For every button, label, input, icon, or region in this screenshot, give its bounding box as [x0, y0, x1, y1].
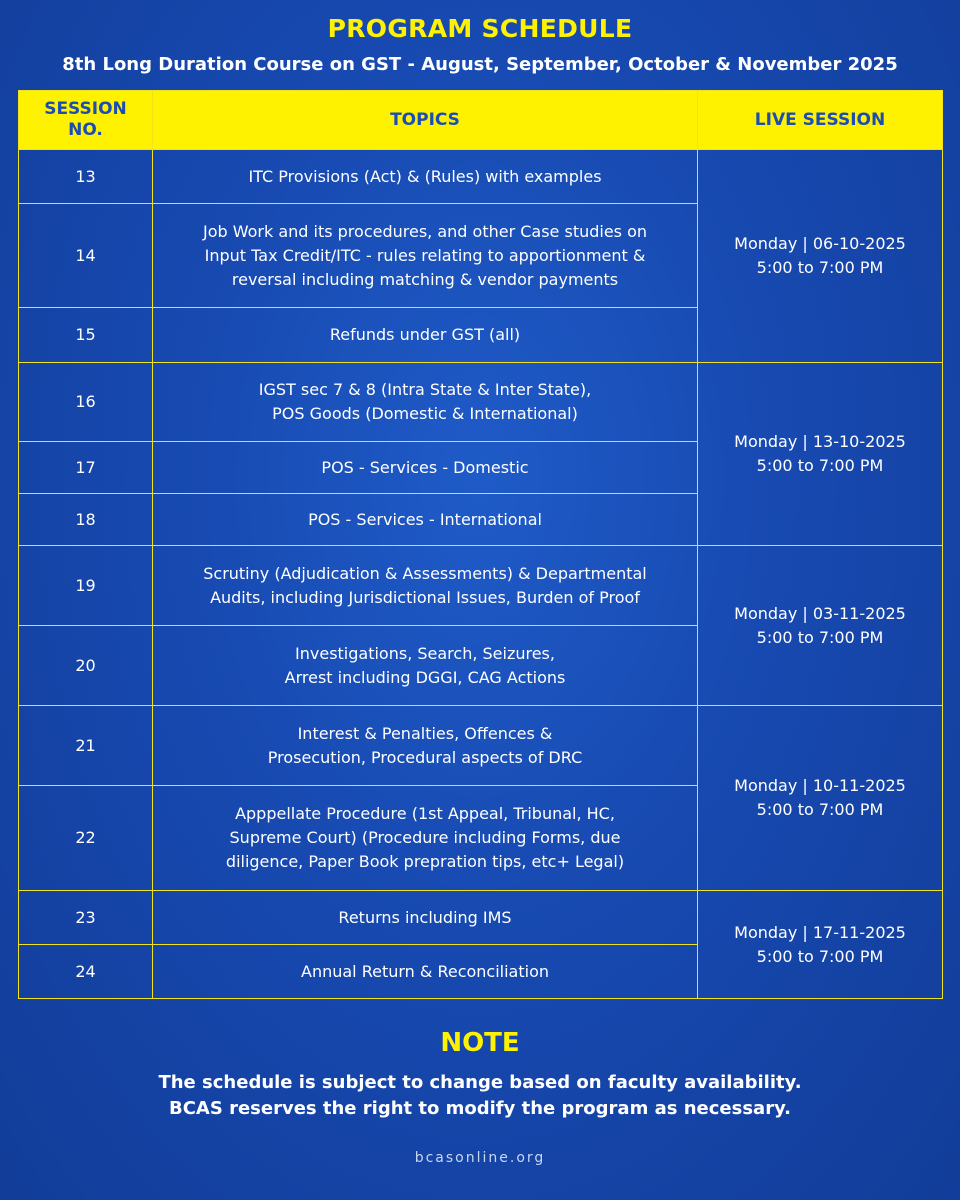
topic-line: IGST sec 7 & 8 (Intra State & Inter State),	[258, 380, 592, 399]
session-topic	[153, 891, 698, 945]
session-topic	[153, 546, 698, 626]
session-number: 20	[19, 626, 153, 706]
note-line-2: BCAS reserves the right to modify the program as necessary.	[168, 1098, 791, 1119]
table-row	[19, 891, 943, 945]
note-title: NOTE	[440, 1028, 520, 1058]
topic-line: Prosecution, Procedural aspects of DRC	[267, 747, 583, 767]
topic-line: Audits, including Jurisdictional Issues, Burden of Proof	[210, 587, 640, 607]
session-number: 23	[19, 891, 153, 945]
session-number: 22	[19, 786, 153, 891]
live-session-date: Monday | 13-10-2025	[734, 432, 906, 451]
session-number: 14	[19, 204, 153, 308]
page-subtitle: 8th Long Duration Course on GST - August, September, October & November 2025	[62, 54, 898, 75]
live-session-date: Monday | 06-10-2025	[734, 234, 906, 253]
table-header-row	[19, 91, 943, 150]
topic-line: Investigations, Search, Seizures,	[295, 643, 555, 663]
live-session-cell	[698, 706, 943, 891]
topic-line: Job Work and its procedures, and other Case studies on	[202, 221, 648, 241]
schedule-body	[19, 150, 943, 999]
live-session-cell	[698, 546, 943, 706]
topic-line: ITC Provisions (Act) & (Rules) with examples	[248, 166, 602, 186]
topic-line: Interest & Penalties, Offences &	[297, 723, 553, 743]
session-topic	[153, 442, 698, 494]
footer-website: bcasonline.org	[414, 1150, 546, 1166]
table-row	[19, 363, 943, 442]
note-line-1: The schedule is subject to change based on faculty availability.	[158, 1072, 802, 1093]
live-session-date: Monday | 17-11-2025	[734, 922, 906, 942]
page-title: PROGRAM SCHEDULE	[327, 14, 633, 43]
session-number: 18	[19, 494, 153, 546]
topic-line: Returns including IMS	[338, 907, 512, 927]
live-session-date: Monday | 10-11-2025	[734, 776, 906, 795]
session-topic	[153, 150, 698, 204]
session-topic	[153, 786, 698, 891]
topic-line: Refunds under GST (all)	[329, 325, 521, 344]
table-row	[19, 150, 943, 204]
session-number: 17	[19, 442, 153, 494]
live-session-time: 5:00 to 7:00 PM	[756, 456, 884, 475]
column-header-live-session: LIVE SESSION	[698, 91, 943, 150]
session-topic	[153, 494, 698, 546]
live-session-cell	[698, 363, 943, 546]
table-row	[19, 546, 943, 626]
column-header-session-no-line1: SESSION	[44, 99, 127, 119]
column-header-session-no	[19, 91, 153, 150]
schedule-table	[18, 90, 943, 999]
topic-line: Arrest including DGGI, CAG Actions	[284, 667, 566, 687]
topic-line: Input Tax Credit/ITC - rules relating to apportionment &	[204, 245, 646, 265]
session-topic	[153, 204, 698, 308]
live-session-time: 5:00 to 7:00 PM	[756, 258, 884, 277]
session-number: 21	[19, 706, 153, 786]
column-header-topics: TOPICS	[153, 91, 698, 150]
live-session-time: 5:00 to 7:00 PM	[756, 800, 884, 819]
session-number: 15	[19, 308, 153, 363]
session-topic	[153, 308, 698, 363]
live-session-cell	[698, 891, 943, 999]
session-topic	[153, 626, 698, 706]
session-topic	[153, 363, 698, 442]
topic-line: POS - Services - Domestic	[321, 457, 529, 477]
topic-line: Supreme Court) (Procedure including Forms, due	[229, 828, 621, 847]
column-header-session-no-line2: NO.	[68, 120, 103, 140]
topic-line: POS Goods (Domestic & International)	[272, 404, 578, 423]
table-row	[19, 706, 943, 786]
topic-line: Annual Return & Reconciliation	[301, 961, 549, 981]
topic-line: diligence, Paper Book prepration tips, etc+ Legal)	[225, 852, 625, 871]
session-number: 13	[19, 150, 153, 204]
session-number: 19	[19, 546, 153, 626]
topic-line: Apppellate Procedure (1st Appeal, Tribunal, HC,	[235, 804, 615, 823]
live-session-date: Monday | 03-11-2025	[734, 603, 906, 623]
topic-line: POS - Services - International	[308, 509, 542, 529]
session-topic	[153, 945, 698, 999]
live-session-time: 5:00 to 7:00 PM	[756, 946, 884, 966]
session-number: 16	[19, 363, 153, 442]
topic-line: reversal including matching & vendor payments	[231, 269, 619, 289]
topic-line: Scrutiny (Adjudication & Assessments) & Departmental	[203, 563, 647, 583]
live-session-time: 5:00 to 7:00 PM	[756, 627, 884, 647]
session-number: 24	[19, 945, 153, 999]
live-session-cell	[698, 150, 943, 363]
session-topic	[153, 706, 698, 786]
